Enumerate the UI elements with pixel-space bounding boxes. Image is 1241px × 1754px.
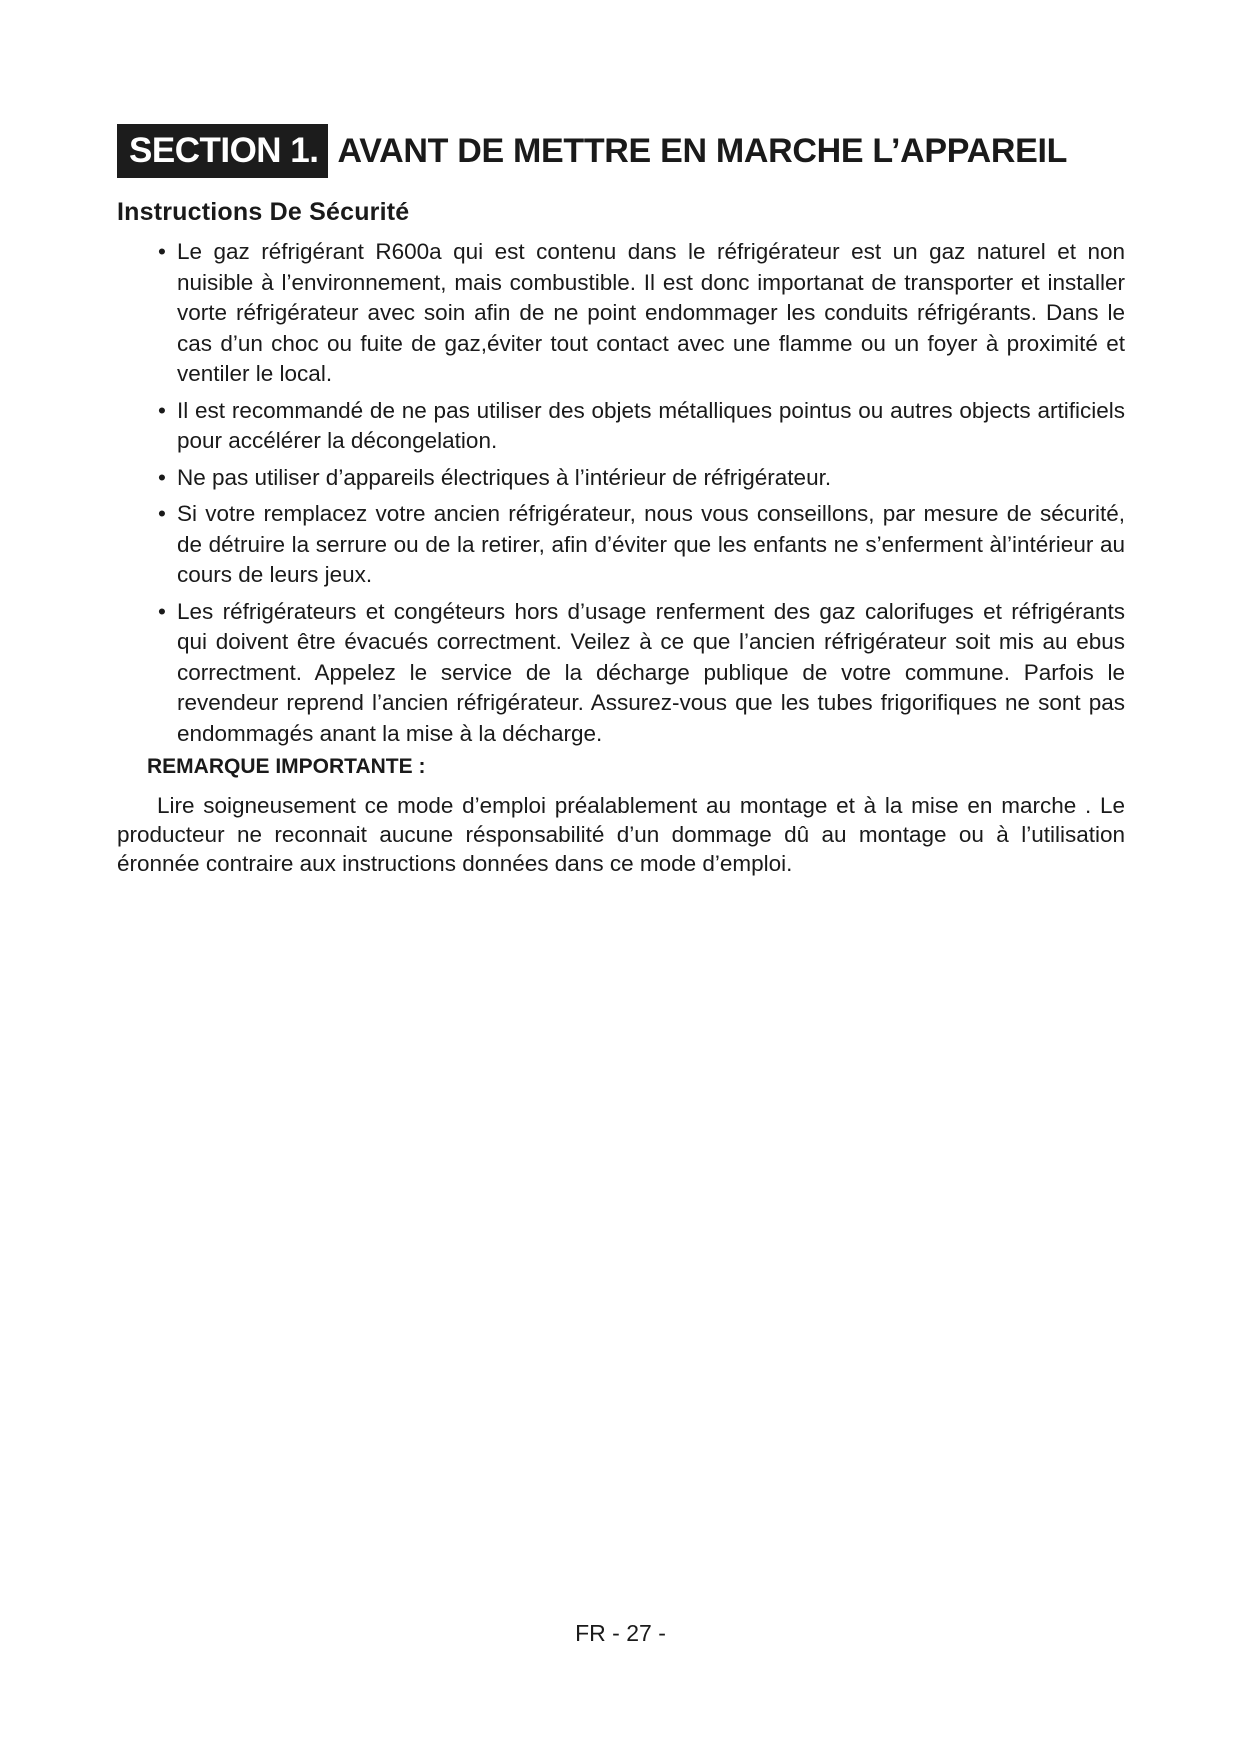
page-number: FR - 27 - xyxy=(575,1620,666,1646)
remark-title: REMARQUE IMPORTANTE : xyxy=(147,755,426,778)
bullet-icon: • xyxy=(158,464,166,490)
list-item-text: Le gaz réfrigérant R600a qui est contenu dans le réfrigérateur est un gaz naturel et non nuisible à l’environnement, mais combustible. Il est donc importanat de transporter et installer vorte réfrigérateur avec soin afin de ne point endommager les conduits réfrigérants. Dans le cas d’un choc ou fuite de gaz,éviter tout contact avec une flamme ou un foyer à proximité et ventiler le local. xyxy=(177,239,1125,386)
list-item xyxy=(117,237,1125,390)
list-item xyxy=(117,396,1125,457)
section-title: AVANT DE METTRE EN MARCHE L’APPAREIL xyxy=(337,131,1068,170)
list-item-text: Les réfrigérateurs et congéteurs hors d’usage renferment des gaz calorifuges et réfrigérants qui doivent être évacués correctment. Veilez à ce que l’ancien réfrigérateur soit mis au ebus correctment. Appelez le service de la décharge publique de votre commune. Parfois le revendeur reprend l’ancien réfrigérateur. Assurez-vous que les tubes frigorifiques ne sont pas endommagés anant la mise à la décharge. xyxy=(177,598,1125,746)
bullet-icon: • xyxy=(158,397,166,423)
bullet-icon: • xyxy=(158,239,166,264)
list-item-text: Ne pas utiliser d’appareils électriques à l’intérieur de réfrigérateur. xyxy=(177,464,832,490)
bullet-icon: • xyxy=(158,501,166,526)
list-item xyxy=(117,597,1125,750)
bullet-icon: • xyxy=(158,598,166,624)
list-item xyxy=(117,499,1125,591)
safety-instructions-list xyxy=(117,237,1125,749)
document-page xyxy=(117,124,1125,878)
subtitle: Instructions De Sécurité xyxy=(117,198,410,226)
list-item xyxy=(117,463,1125,494)
list-item-text: Si votre remplacez votre ancien réfrigérateur, nous vous conseillons, par mesure de sécurité, de détruire la serrure ou de la retirer, afin d’éviter que les enfants ne s’enferment àl’intérieur au cours de leurs jeux. xyxy=(177,501,1125,587)
section-badge: SECTION 1. xyxy=(117,124,328,178)
list-item-text: Il est recommandé de ne pas utiliser des objets métalliques pointus ou autres objects artificiels pour accélérer la décongelation. xyxy=(177,397,1125,453)
remark-text: Lire soigneusement ce mode d’emploi préalablement au montage et à la mise en marche . Le producteur ne reconnait aucune résponsabilité d’un dommage dû au montage ou à l’utilisation éronnée contraire aux instructions données dans ce mode d’emploi. xyxy=(117,793,1125,876)
section-heading xyxy=(117,124,1125,178)
